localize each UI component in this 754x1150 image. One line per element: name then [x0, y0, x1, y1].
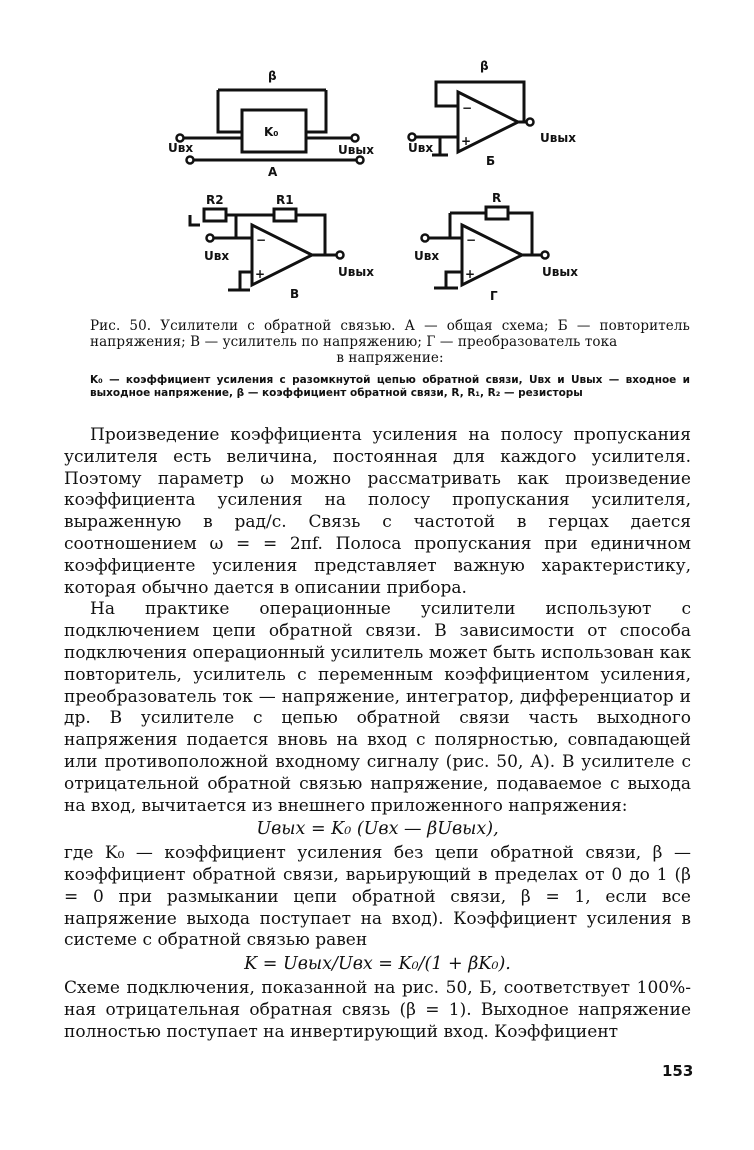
label-beta: β [268, 69, 277, 83]
body-text [64, 425, 691, 1043]
label-uout-b: Uвых [540, 131, 576, 145]
label-uout-a: Uвых [338, 143, 374, 157]
figure-50 [150, 60, 600, 310]
svg-text:−: − [466, 233, 477, 247]
diagram-g [425, 207, 545, 288]
formula-2: K = Uвых/Uвх = K₀/(1 + βK₀). [244, 954, 511, 975]
caption-legend: K₀ — коэффициент усиления с разомкнутой цепью обратной связи, Uвх и Uвых — входное и выходное напряжение, β — коэффициент обратной связи, R, R₁, R₂ — резисторы [90, 374, 690, 399]
svg-text:−: − [256, 233, 267, 247]
svg-text:−: − [462, 101, 473, 115]
label-r1: R1 [276, 193, 294, 207]
svg-text:+: + [461, 134, 472, 148]
label-uout-v: Uвых [338, 265, 374, 279]
label-uin-b: Uвх [408, 141, 434, 155]
label-r: R [492, 191, 502, 205]
label-uin-v: Uвх [204, 249, 230, 263]
circuit-diagrams [150, 60, 600, 310]
paragraph-2: На практике операционные усилители используют с подключением цепи обратной связи. В зависимости от способа подключения операционный усилитель может быть использован как повторитель, усилитель с переменным коэффициентом усиления, преобразователь ток — напряжение, интегратор, дифференциатор и др. В усилителе с цепью обратной связи часть выходного напряжения подается вновь на вход с полярностью, совпадающей или противоположной входному сигналу (рис. 50, А). В усилителе с отрицательной обратной связью напряжение, подаваемое с выхода на вход, вычитается из внешнего приложенного напряжения: [64, 599, 691, 816]
label-uin-a: Uвх [168, 141, 194, 155]
label-g: Г [490, 289, 498, 303]
formula-1: Uвых = K₀ (Uвх — βUвых), [256, 819, 499, 840]
label-v: В [290, 287, 300, 301]
label-uout-g: Uвых [542, 265, 578, 279]
label-k0: K₀ [264, 125, 279, 139]
label-b: Б [486, 154, 496, 168]
page-number: 153 [662, 1062, 694, 1080]
svg-text:+: + [255, 267, 266, 281]
caption-line2: в напряжение: [336, 350, 444, 366]
label-r2: R2 [206, 193, 224, 207]
label-beta-b: β [480, 60, 489, 73]
caption-line1: Рис. 50. Усилители с обратной связью. А — общая схема; Б — повторитель напряжения; В — усилитель по напряжению; Г — преобразователь тока [90, 318, 690, 350]
paragraph-4: Схеме подключения, показанной на рис. 50, Б, соответствует 100%-ная отрицательная обратная связь (β = 1). Выходное напряжение полностью поступает на инвертирующий вход. Коэффициент [64, 977, 691, 1042]
svg-text:+: + [465, 267, 476, 281]
paragraph-3: где K₀ — коэффициент усиления без цепи обратной связи, β — коэффициент обратной связи, варьирующий в пределах от 0 до 1 (β = 0 при размыкании цепи обратной связи, β = 1, если все напряжение выхода поступает на вход). Коэффициент усиления в системе с обратной связью равен [64, 843, 691, 951]
figure-caption [90, 318, 690, 366]
label-uin-g: Uвх [414, 249, 440, 263]
label-a: A [268, 165, 278, 179]
paragraph-1: Произведение коэффициента усиления на полосу пропускания усилителя есть величина, постоянная для каждого усилителя. Поэтому параметр ω можно рассматривать как произведение коэффициента усиления на полосу пропускания усилителя, выраженную в рад/с. Связь с частотой в герцах дается соотношением ω = = 2πf. Полоса пропускания при единичном коэффициенте усиления представляет важную характеристику, которая обычно дается в описании прибора. [64, 425, 691, 598]
